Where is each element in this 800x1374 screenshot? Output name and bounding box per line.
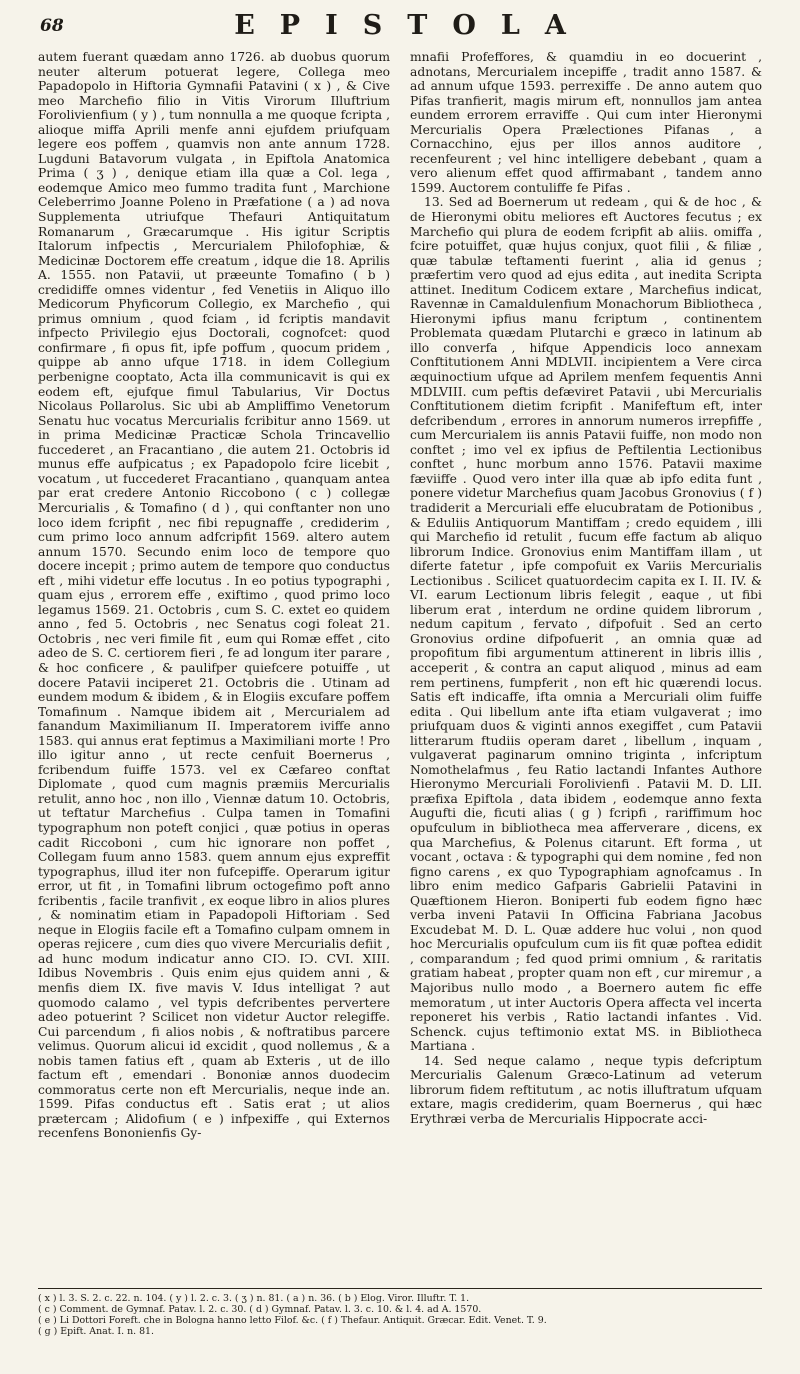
text-columns [38,50,762,1290]
left-column [38,50,390,1141]
paragraph: 13. Sed ad Boernerum ut redeam , qui & de hoc , & de Hieronymi obitu meliores eft Auctores fecutus ; ex Marchefio qui plura de eodem fcripfit ab aliis. omiffa , fcire potuiffet, quæ hujus conjux, quot filii , & filiæ , quæ tabulæ teftamenti fuerint , alia id genus ; præfertim vero quod ad ejus edita , aut inedita Scripta attinet. Ineditum Codicem extare , Marchefius indicat, Ravennæ in Camaldulenfium Monachorum Bibliotheca , Hieronymi ipfius manu fcriptum , continentem Problemata quædam Plutarchi e græco in latinum ab illo converfa , hifque Appendicis loco annexam Conftitutionem Anni MDLVII. incipientem a Vere circa æquinoctium ufque ad Aprilem menfem fequentis Anni MDLVIII. cum peftis defæviret Patavii , ubi Mercurialis Conftitutionem dietim fcripfit . Manifeftum eft, inter defcribendum , errores in annorum numeros irrepfiffe , cum Mercurialem iis annis Patavii fuiffe, non modo non conftet ; imo vel ex ipfius de Peftilentia Lectionibus conftet , hunc morbum anno 1576. Patavii maxime fæviiffe . Quod vero inter illa quæ ab ipfo edita funt , ponere videtur Marchefius quam Jacobus Gronovius ( f ) tradiderit a Mercuriali effe elucubratam de Potionibus , & Eduliis Antiquorum Mantiffam ; credo equidem , illi qui Marchefio id retulit , fucum effe factum ab aliquo librorum Indice. Gronovius enim Mantiffam illam , ut diferte fatetur , ipfe compofuit ex Variis Mercurialis Lectionibus . Scilicet quatuordecim capita ex I. II. IV. & VI. earum Lectionum libris felegit , eaque , ut fibi liberum erat , interdum ne ordine quidem librorum , nedum capitum , fervato , difpofuit . Sed an certo Gronovius ordine difpofuerit , an omnia quæ ad propofitum fibi argumentum attinerent in libris illis , acceperit , & contra an caput aliquod , minus ad eam rem pertinens, fumpferit , non eft hic quærendi locus. Satis eft indicaffe, ifta omnia a Mercuriali olim fuiffe edita . Qui libellum ante ifta etiam vulgaverat ; imo priufquam duos & viginti annos exegiffet , cum Patavii litterarum ftudiis operam daret , libellum , inquam , vulgaverat paginarum omnino triginta , infcriptum Nomothelafmus , feu Ratio lactandi Infantes Authore Hieronymo Mercuriali Forolivienfi . Patavii M. D. LII. præfixa Epiftola , data ibidem , eodemque anno fexta Augufti die, ficuti alias ( g ) fcripfi , rariffimum hoc opufculum in bibliotheca mea afferverare , dicens, ex qua Marchefius, & Polenus citarunt. Eft forma , ut vocant , octava : & typographi qui dem nomine , fed non figno carens , ex quo Typographiam agnofcamus . In libro enim medico Gafparis Gabrielii Patavini in Quæftionem Hieron. Boniperti fub eodem figno hæc verba inveni Patavii In Officina Fabriana Jacobus Excudebat M. D. L. Quæ addere huc volui , non quod hoc Mercurialis opufculum cum iis fit quæ poftea edidit , comparandum ; fed quod primi omnium , & raritatis gratiam habeat , propter quam non eft , cur miremur , a Majoribus nullo modo , a Boernero autem fic effe memoratum , ut inter Auctoris Opera affecta vel incerta reponeret his verbis , Ratio lactandi infantes . Vid. Schenck. cujus teftimonio extat MS. in Bibliotheca Martiana . [410,195,762,1054]
right-column [410,50,762,1126]
footnotes [38,1293,762,1337]
footnote-divider [38,1288,762,1289]
footnote-line: ( x ) l. 3. S. 2. c. 22. n. 104. ( y ) l. 2. c. 3. ( ʒ ) n. 81. ( a ) n. 36. ( b ) Elog. Viror. Illuftr. T. 1. [38,1293,470,1304]
page-header [40,10,760,46]
footnote-line: ( e ) Li Dottori Foreft. che in Bologna hanno letto Filof. &c. ( f ) Thefaur. Antiquit. Græcar. Edit. Venet. T. 9. [38,1315,547,1326]
running-head: EPISTOLA [234,10,591,41]
paragraph: autem fuerant quædam anno 1726. ab duobus quorum neuter alterum potuerat legere, Collega meo Papadopolo in Hiftoria Gymnafii Patavini ( x ) , & Cive meo Marchefio filio in Vitis Virorum Illuftrium Forolivienfium ( y ) , tum nonnulla a me quoque fcripta , alioque miffa Aprili menfe anni ejufdem priufquam legere eos poffem , quamvis non ante annum 1728. Lugduni Batavorum vulgata , in Epiftola Anatomica Prima ( ʒ ) , denique etiam illa quæ a Col. lega , eodemque Amico meo fummo tradita funt , Marchione Celeberrimo Joanne Poleno in Præfatione ( a ) ad nova Supplementa utriufque Thefauri Antiquitatum Romanarum , Græcarumque . His igitur Scriptis Italorum infpectis , Mercurialem Philofophiæ, & Medicinæ Doctorem effe creatum , idque die 18. Aprilis A. 1555. non Patavii, ut præeunte Tomafino ( b ) credidiffe omnes videntur , fed Venetiis in Aliquo illo Medicorum Phyficorum Collegio, ex Marchefio , qui primus omnium , quod fciam , id fcriptis mandavit infpecto Privilegio ejus Doctorali, cognofcet: quod confirmare , fi opus fit, ipfe poffum , quocum pridem , quippe ab anno ufque 1718. in idem Collegium perbenigne cooptato, Acta illa communicavit is qui ex eodem eft, ejufque fimul Tabularius, Vir Doctus Nicolaus Pollarolus. Sic ubi ab Ampliffimo Venetorum Senatu huc vocatus Mercurialis fcribitur anno 1569. ut in prima Medicinæ Practicæ Schola Trincavellio fuccederet , an Fracantiano , die autem 21. Octobris id munus effe aufpicatus ; ex Papadopolo fcire licebit , vocatum , ut fuccederet Fracantiano , quanquam antea par erat credere Antonio Riccobono ( c ) collegæ Mercurialis , & Tomafino ( d ) , qui conftanter non uno loco idem fcripfit , nec fibi repugnaffe , crediderim , cum primo loco annum adfcripfit 1569. altero autem annum 1570. Secundo enim loco de tempore quo docere incepit ; primo autem de tempore quo conductus eft , mihi videtur effe locutus . In eo potius typographi , quam ejus , errorem effe , exiftimo , quod primo loco legamus 1569. 21. Octobris , cum S. C. extet eo quidem anno , fed 5. Octobris , nec Senatus cogi foleat 21. Octobris , nec veri fimile fit , eum qui Romæ effet , cito adeo de S. C. certiorem fieri , fe ad longum iter parare , & hoc conficere , & paulifper quiefcere potuiffe , ut docere Patavii inciperet 21. Octobris die . Utinam ad eundem modum & ibidem , & in Elogiis excufare poffem Tomafinum . Namque ibidem ait , Mercurialem ad fanandum Maximilianum II. Imperatorem iviffe anno 1583. qui annus erat feptimus a Maximiliani morte ! Pro illo igitur anno , ut recte cenfuit Boernerus , fcribendum fuiffe 1573. vel ex Cæfareo conftat Diplomate , quod cum magnis præmiis Mercurialis retulit, anno hoc , non illo , Viennæ datum 10. Octobris, ut teftatur Marchefius . Culpa tamen in Tomafini typographum non poteft conjici , quæ potius in operas cadit Riccoboni , cum hic ignorare non poffet , Collegam fuum anno 1583. quem annum ejus expreffit typographus, illud iter non fufcepiffe. Operarum igitur error, ut fit , in Tomafini librum octogefimo poft anno fcribentis , facile tranfivit , ex eoque libro in alios plures , & nominatim etiam in Papadopoli Hiftoriam . Sed neque in Elogiis facile eft a Tomafino culpam omnem in operas rejicere , cum dies quo vivere Mercurialis defiit , ad hunc modum indicatur anno CIↃ. IↃ. CVI. XIII. Idibus Novembris . Quis enim ejus quidem anni , & menfis diem IX. five mavis V. Idus intelligat ? aut quomodo calamo , vel typis defcribentes pervertere adeo potuerint ? Scilicet non videtur Auctor relegiffe. Cui parcendum , fi alios nobis , & noftratibus parcere velimus. Quorum alicui id excidit , quod nollemus , & a nobis tamen fatius eft , quam ab Exteris , ut de illo factum eft , emendari . Bononiæ annos duodecim commoratus certe non eft Mercurialis, neque inde an. 1599. Pifas conductus eft . Satis erat ; ut alios prætercam ; Alidofium ( e ) infpexiffe , qui Externos recenfens Bononienfis Gy- [38,50,390,1141]
paragraph: mnafii Profeffores, & quamdiu in eo docuerint , adnotans, Mercurialem incepiffe , tradit anno 1587. & ad annum ufque 1593. perrexiffe . De anno autem quo Pifas tranfierit, magis mirum eft, nonnullos jam antea eundem errorem erraviffe . Qui cum inter Hieronymi Mercurialis Opera Prælectiones Pifanas , a Cornacchino, ejus per illos annos auditore , recenfeurent ; vel hinc intelligere debebant , quam a vero alienum effet quod affirmabant , tandem anno 1599. Auctorem contuliffe fe Pifas . [410,50,762,195]
footnote-line: ( g ) Epift. Anat. I. n. 81. [38,1326,154,1337]
footnote-line: ( c ) Comment. de Gymnaf. Patav. l. 2. c. 30. ( d ) Gymnaf. Patav. l. 3. c. 10. & l. 4. ad A. 1570. [38,1304,482,1315]
page-number: 68 [40,16,64,36]
paragraph: 14. Sed neque calamo , neque typis defcriptum Mercurialis Galenum Græco-Latinum ad veterum librorum fidem reftitutum , ac notis illuftratum ufquam extare, magis crediderim, quam Boernerus , qui hæc Erythræi verba de Mercurialis Hippocrate acci- [410,1053,762,1126]
